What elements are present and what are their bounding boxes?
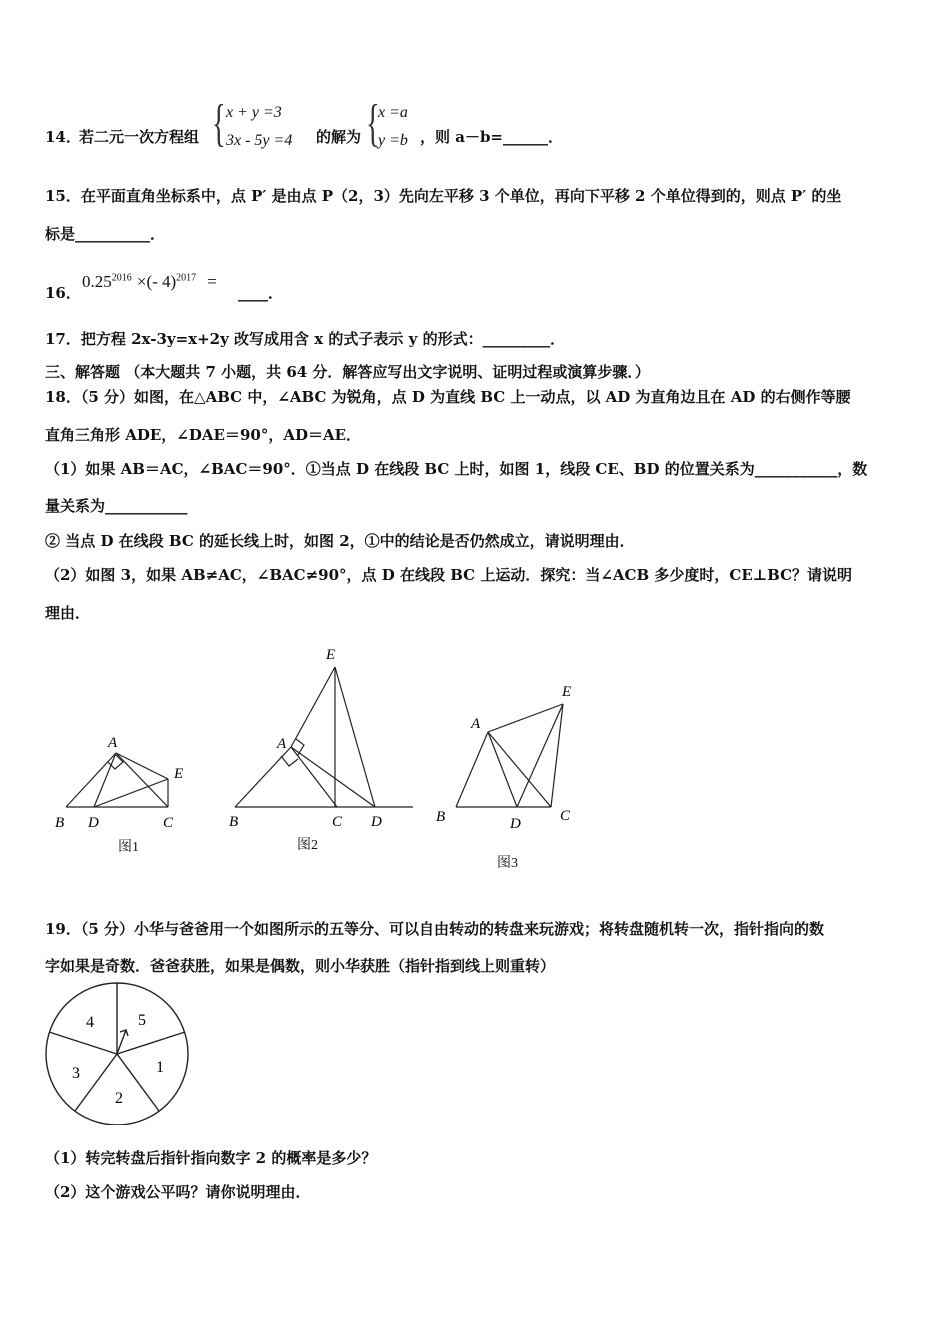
- fig3-label-D: D: [510, 816, 521, 830]
- fig1-caption: 图1: [118, 840, 139, 855]
- q16-number: 16．: [45, 284, 81, 302]
- figure-1: [50, 728, 200, 828]
- q18-line4: 量关系为___________: [45, 497, 188, 515]
- spinner-number-5: 5: [138, 1012, 146, 1029]
- q18-line7: 理由．: [45, 604, 91, 622]
- q14-eq1: x + y =3: [226, 104, 282, 121]
- fig3-label-B: B: [436, 809, 446, 825]
- q18-line1: 18．（5 分）如图，在△ABC 中，∠ABC 为锐角，点 D 为直线 BC 上一动点，以 AD 为直角边且在 AD 的右侧作等腰: [45, 388, 851, 406]
- q17-text: 17．把方程 2x-3y=x+2y 改写成用含 x 的式子表示 y 的形式：_________．: [45, 330, 566, 348]
- figure-3: [430, 680, 585, 830]
- q14-sol2: y =b: [378, 132, 408, 149]
- q19-sub1: （1）转完转盘后指针指向数字 2 的概率是多少？: [45, 1149, 377, 1167]
- fig2-label-C: C: [332, 814, 343, 830]
- fig2-caption: 图2: [297, 838, 318, 853]
- q16-base2: (- 4): [146, 272, 177, 291]
- q14-number: 14．: [45, 128, 81, 146]
- q14-brace-left: {: [212, 95, 226, 152]
- fig2-label-B: B: [229, 814, 239, 830]
- fig1-label-E: E: [174, 766, 184, 782]
- spinner-number-4: 4: [86, 1014, 94, 1031]
- q15-line2: 标是__________．: [45, 225, 166, 243]
- fig1-label-D: D: [88, 815, 99, 828]
- q14-eq2: 3x - 5y =4: [226, 132, 293, 149]
- fig3-label-A: A: [471, 716, 481, 732]
- fig2-label-A: A: [277, 736, 287, 752]
- q16-blank: ____．: [238, 284, 284, 302]
- spinner-number-1: 1: [156, 1059, 164, 1076]
- fig1-label-A: A: [108, 735, 118, 751]
- q19-line2: 字如果是奇数．爸爸获胜，如果是偶数，则小华获胜（指针指到线上则重转）: [45, 957, 556, 975]
- fig3-caption: 图3: [497, 856, 518, 871]
- q16-base1: 0.25: [82, 272, 112, 291]
- q19-sub2: （2）这个游戏公平吗？请你说明理由．: [45, 1183, 311, 1201]
- q18-line6: （2）如图 3，如果 AB≠AC，∠BAC≠90°，点 D 在线段 BC 上运动．探究：当∠ACB 多少度时，CE⊥BC？请说明: [45, 566, 853, 584]
- q14-brace-right: {: [366, 95, 380, 152]
- fig1-label-B: B: [55, 815, 65, 828]
- spinner-wheel: [40, 980, 200, 1125]
- q16-equals: =: [207, 272, 217, 291]
- q18-line5: ② 当点 D 在线段 BC 的延长线上时，如图 2，①中的结论是否仍然成立，请说明理由．: [45, 532, 635, 550]
- q18-line2: 直角三角形 ADE，∠DAE＝90°，AD＝AE．: [45, 426, 362, 444]
- spinner-number-2: 2: [115, 1090, 123, 1107]
- fig3-label-E: E: [562, 684, 572, 700]
- fig2-label-D: D: [371, 814, 382, 830]
- q14-tail: ，则 a－b=______．: [420, 128, 563, 146]
- fig1-label-C: C: [163, 815, 174, 828]
- fig2-label-E: E: [326, 647, 336, 663]
- fig3-label-C: C: [560, 808, 571, 824]
- q14-sol1: x =a: [378, 104, 408, 121]
- q19-line1: 19．（5 分）小华与爸爸用一个如图所示的五等分、可以自由转动的转盘来玩游戏；将转盘随机转一次，指针指向的数: [45, 920, 825, 938]
- figure-2: [225, 642, 420, 832]
- spinner-number-3: 3: [72, 1065, 80, 1082]
- q15-line1: 15．在平面直角坐标系中，点 P′ 是由点 P（2，3）先向左平移 3 个单位，再向下平移 2 个单位得到的，则点 P′ 的坐: [45, 187, 842, 205]
- q16-exp1: 2016: [111, 272, 132, 284]
- section3-header: 三、解答题 （本大题共 7 小题，共 64 分．解答应写出文字说明、证明过程或演算步骤．）: [45, 363, 650, 381]
- q18-line3: （1）如果 AB＝AC，∠BAC＝90°．①当点 D 在线段 BC 上时，如图 1，线段 CE、BD 的位置关系为___________，数: [45, 460, 868, 478]
- q16-exp2: 2017: [176, 272, 197, 284]
- q16-expression: [82, 272, 217, 292]
- q14-lead: 若二元一次方程组: [79, 128, 200, 146]
- q14-mid: 的解为: [316, 128, 362, 146]
- q16-times: ×: [136, 272, 147, 291]
